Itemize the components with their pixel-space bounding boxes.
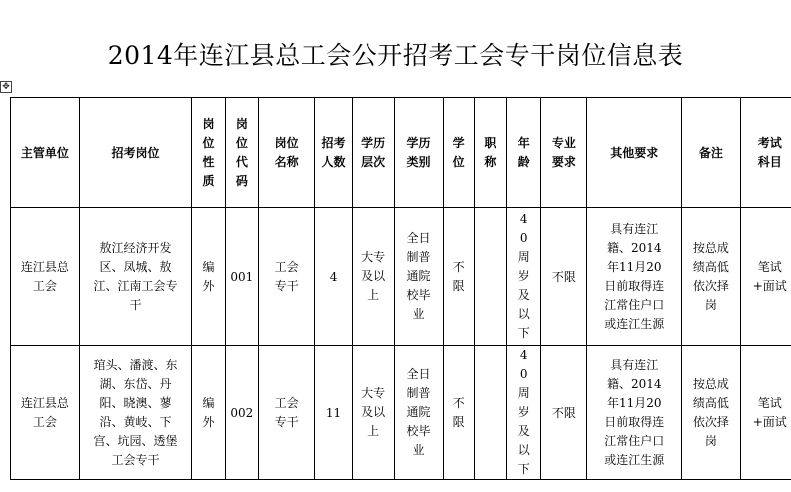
cell-code: 001 (225, 208, 258, 346)
cell-note: 按总成绩高低依次择岗 (682, 208, 740, 346)
table-row (11, 208, 791, 346)
cell-other: 具有连江籍、2014年11月20日前取得连江常住户口或连江生源 (587, 208, 682, 346)
cell-code: 002 (225, 346, 258, 480)
header-dept: 主管单位 (11, 98, 80, 208)
move-handle-icon[interactable]: ✥ (0, 81, 12, 93)
cell-nature: 编外 (192, 346, 225, 480)
cell-age: 40周岁及以下 (507, 208, 541, 346)
header-degree: 学位 (443, 98, 474, 208)
header-exam: 考试科目 (740, 98, 791, 208)
header-note: 备注 (682, 98, 740, 208)
header-edulevel: 学历层次 (352, 98, 394, 208)
cell-position: 琯头、潘渡、东湖、东岱、丹阳、晓澳、蓼沿、黄岐、下宫、坑园、透堡工会专干 (79, 346, 192, 480)
cell-degree: 不限 (443, 208, 474, 346)
cell-note: 按总成绩高低依次择岗 (682, 346, 740, 480)
header-age: 年龄 (507, 98, 541, 208)
cell-degree: 不限 (443, 346, 474, 480)
cell-count: 11 (315, 346, 353, 480)
cell-title (474, 208, 506, 346)
header-title: 职称 (474, 98, 506, 208)
header-posname: 岗位名称 (259, 98, 315, 208)
cell-exam: 笔试+面试 (740, 346, 791, 480)
header-other: 其他要求 (587, 98, 682, 208)
header-count: 招考人数 (315, 98, 353, 208)
position-table (10, 97, 791, 480)
cell-age: 40周岁及以下 (507, 346, 541, 480)
cell-exam: 笔试+面试 (740, 208, 791, 346)
cell-edulevel: 大专及以上 (352, 208, 394, 346)
cell-dept: 连江县总工会 (11, 346, 80, 480)
cell-posname: 工会专干 (259, 208, 315, 346)
header-position: 招考岗位 (79, 98, 192, 208)
page-title: 2014年连江县总工会公开招考工会专干岗位信息表 (107, 41, 684, 70)
table-row (11, 346, 791, 480)
cell-title (474, 346, 506, 480)
cell-major: 不限 (541, 208, 587, 346)
cell-edutype: 全日制普通院校毕业 (394, 208, 443, 346)
cell-edulevel: 大专及以上 (352, 346, 394, 480)
header-code: 岗位代码 (225, 98, 258, 208)
cell-nature: 编外 (192, 208, 225, 346)
header-major: 专业要求 (541, 98, 587, 208)
cell-dept: 连江县总工会 (11, 208, 80, 346)
cell-other: 具有连江籍、2014年11月20日前取得连江常住户口或连江生源 (587, 346, 682, 480)
cell-position: 敖江经济开发区、凤城、敖江、江南工会专干 (79, 208, 192, 346)
header-row (11, 98, 791, 208)
cell-major: 不限 (541, 346, 587, 480)
cell-edutype: 全日制普通院校毕业 (394, 346, 443, 480)
header-edutype: 学历类别 (394, 98, 443, 208)
cell-posname: 工会专干 (259, 346, 315, 480)
header-nature: 岗位性质 (192, 98, 225, 208)
cell-count: 4 (315, 208, 353, 346)
